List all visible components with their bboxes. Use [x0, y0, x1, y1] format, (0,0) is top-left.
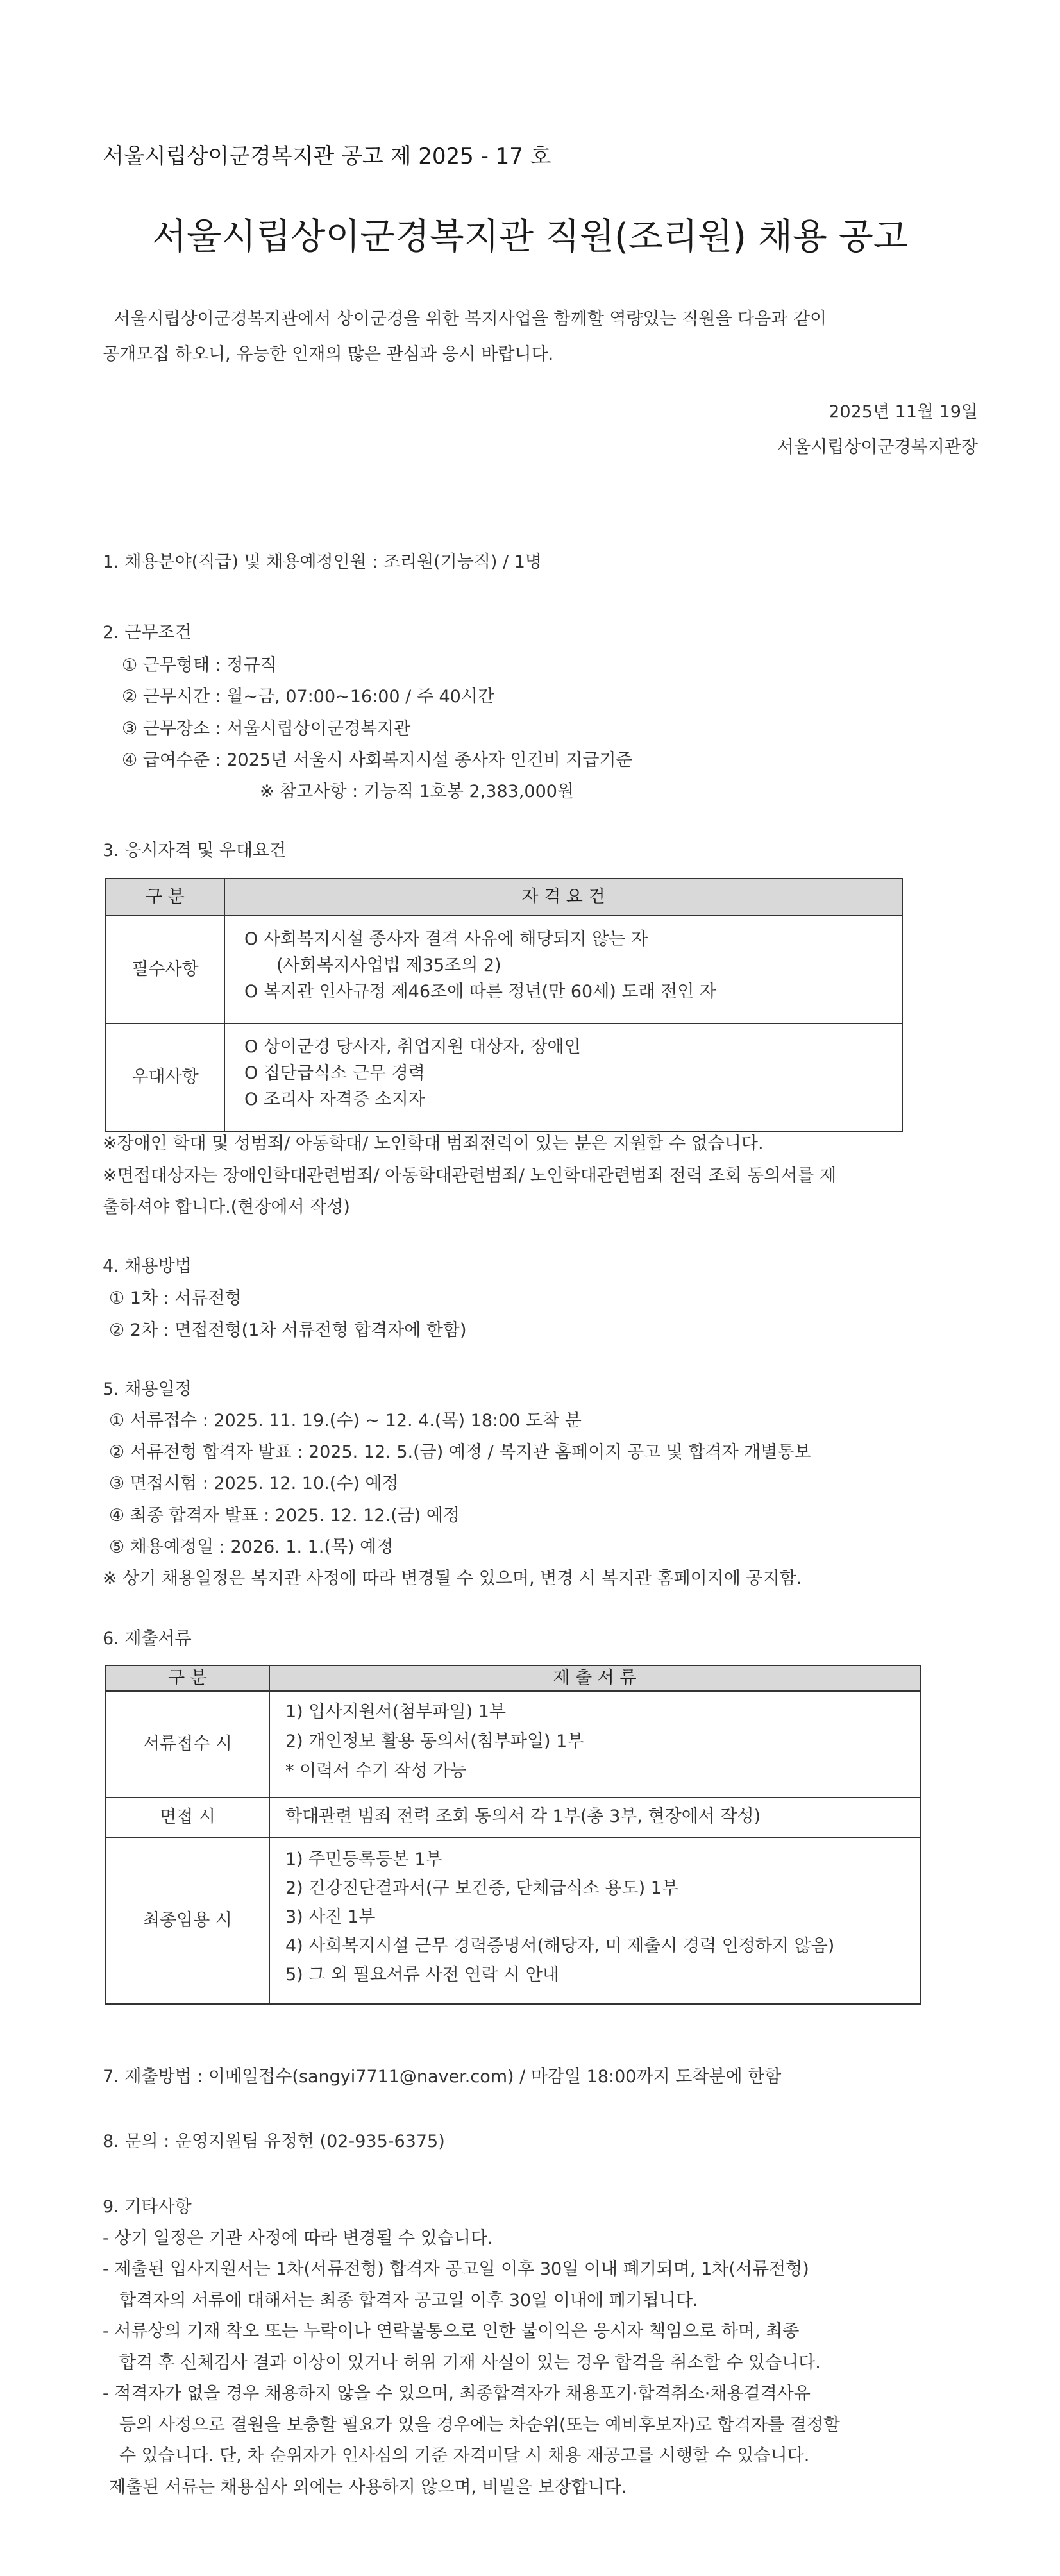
documents-row-cell	[269, 1797, 920, 1837]
section-7: 7. 제출방법 : 이메일접수(sangyi7711@naver.com) / 마감일 18:00까지 도착분에 한함	[103, 2067, 782, 2087]
documents-row-cell	[269, 1837, 920, 2004]
document-item: 2) 건강진단결과서(구 보건증, 단체급식소 용도) 1부	[285, 1878, 679, 1898]
documents-row-label: 최종임용 시	[106, 1837, 269, 2004]
section-2-note: ※ 참고사항 : 기능직 1호봉 2,383,000원	[260, 782, 575, 802]
section-3-note: ※장애인 학대 및 성범죄/ 아동학대/ 노인학대 범죄전력이 있는 분은 지원할 수 없습니다.	[103, 1134, 764, 1154]
document-item: 2) 개인정보 활용 동의서(첨부파일) 1부	[285, 1731, 584, 1751]
section-5-heading: 5. 채용일정	[103, 1379, 192, 1399]
documents-row-label: 서류접수 시	[106, 1691, 269, 1797]
section-2-item: ④ 급여수준 : 2025년 서울시 사회복지시설 종사자 인건비 지급기준	[122, 750, 633, 770]
schedule-item: ③ 면접시험 : 2025. 12. 10.(수) 예정	[109, 1474, 399, 1494]
section-5-note: ※ 상기 채용일정은 복지관 사정에 따라 변경될 수 있으며, 변경 시 복지관 홈페이지에 공지함.	[103, 1569, 802, 1588]
notice-number: 서울시립상이군경복지관 공고 제 2025 - 17 호	[103, 144, 551, 169]
document-item: 학대관련 범죄 전력 조회 동의서 각 1부(총 3부, 현장에서 작성)	[285, 1806, 761, 1826]
section-9-heading: 9. 기타사항	[103, 2197, 192, 2217]
misc-line: - 상기 일정은 기관 사정에 따라 변경될 수 있습니다.	[103, 2228, 493, 2248]
required-label: 필수사항	[106, 916, 224, 1023]
table-header-requirements: 자 격 요 건	[224, 879, 902, 916]
document-item: 1) 입사지원서(첨부파일) 1부	[285, 1702, 506, 1722]
misc-line: 합격자의 서류에 대해서는 최종 합격자 공고일 이후 30일 이내에 폐기됩니다.	[119, 2291, 698, 2311]
documents-table	[105, 1665, 921, 2005]
required-item: O 복지관 인사규정 제46조에 따른 정년(만 60세) 도래 전인 자	[244, 982, 716, 1002]
misc-line: 등의 사정으로 결원을 보충할 필요가 있을 경우에는 차순위(또는 예비후보자)로 합격자를 결정할	[119, 2415, 841, 2435]
qualification-table	[105, 878, 903, 1132]
preferred-item: O 조리사 자격증 소지자	[244, 1090, 425, 1109]
issuer: 서울시립상이군경복지관장	[777, 437, 978, 457]
document-item: 1) 주민등록등본 1부	[285, 1849, 442, 1869]
section-1: 1. 채용분야(직급) 및 채용예정인원 : 조리원(기능직) / 1명	[103, 552, 542, 572]
section-2-item: ① 근무형태 : 정규직	[122, 655, 277, 675]
table-header-documents: 제 출 서 류	[269, 1665, 920, 1691]
misc-line: 합격 후 신체검사 결과 이상이 있거나 허위 기재 사실이 있는 경우 합격을 취소할 수 있습니다.	[119, 2353, 821, 2373]
documents-row-label: 면접 시	[106, 1797, 269, 1837]
page-title: 서울시립상이군경복지관 직원(조리원) 채용 공고	[151, 216, 909, 258]
section-3-note: 출하셔야 합니다.(현장에서 작성)	[103, 1197, 350, 1217]
section-6-heading: 6. 제출서류	[103, 1629, 192, 1649]
section-2-item: ③ 근무장소 : 서울시립상이군경복지관	[122, 719, 411, 739]
misc-line: 제출된 서류는 채용심사 외에는 사용하지 않으며, 비밀을 보장합니다.	[109, 2477, 627, 2497]
section-4-item: ② 2차 : 면접전형(1차 서류전형 합격자에 한함)	[109, 1320, 467, 1340]
document-item: 3) 사진 1부	[285, 1907, 376, 1927]
required-cell	[224, 916, 902, 1023]
intro-line-2: 공개모집 하오니, 유능한 인재의 많은 관심과 응시 바랍니다.	[103, 344, 554, 364]
section-3-heading: 3. 응시자격 및 우대요건	[103, 841, 287, 861]
preferred-cell	[224, 1023, 902, 1131]
required-item: O 사회복지시설 종사자 결격 사유에 해당되지 않는 자	[244, 929, 648, 949]
table-header-category: 구 분	[106, 1665, 269, 1691]
required-item: (사회복지사업법 제35조의 2)	[276, 955, 501, 975]
intro-line-1: 서울시립상이군경복지관에서 상이군경을 위한 복지사업을 함께할 역량있는 직원을 다음과 같이	[114, 309, 827, 329]
preferred-item: O 상이군경 당사자, 취업지원 대상자, 장애인	[244, 1037, 581, 1057]
table-header-category: 구 분	[106, 879, 224, 916]
misc-line: 수 있습니다. 단, 차 순위자가 인사심의 기준 자격미달 시 채용 재공고를 시행할 수 있습니다.	[119, 2446, 810, 2466]
schedule-item: ② 서류전형 합격자 발표 : 2025. 12. 5.(금) 예정 / 복지관 홈페이지 공고 및 합격자 개별통보	[109, 1442, 811, 1462]
documents-row-cell	[269, 1691, 920, 1797]
section-8: 8. 문의 : 운영지원팀 유정현 (02-935-6375)	[103, 2132, 445, 2151]
notice-date: 2025년 11월 19일	[829, 402, 978, 422]
misc-line: - 제출된 입사지원서는 1차(서류전형) 합격자 공고일 이후 30일 이내 폐기되며, 1차(서류전형)	[103, 2259, 809, 2279]
schedule-item: ⑤ 채용예정일 : 2026. 1. 1.(목) 예정	[109, 1537, 394, 1557]
misc-line: - 서류상의 기재 착오 또는 누락이나 연락불통으로 인한 불이익은 응시자 책임으로 하며, 최종	[103, 2321, 800, 2341]
schedule-item: ④ 최종 합격자 발표 : 2025. 12. 12.(금) 예정	[109, 1506, 460, 1526]
document-item: * 이력서 수기 작성 가능	[285, 1761, 467, 1781]
schedule-item: ① 서류접수 : 2025. 11. 19.(수) ~ 12. 4.(목) 18:00 도착 분	[109, 1411, 582, 1431]
preferred-label: 우대사항	[106, 1023, 224, 1131]
document-item: 5) 그 외 필요서류 사전 연락 시 안내	[285, 1965, 559, 1985]
section-4-heading: 4. 채용방법	[103, 1256, 192, 1276]
document-item: 4) 사회복지시설 근무 경력증명서(해당자, 미 제출시 경력 인정하지 않음)	[285, 1936, 835, 1956]
preferred-item: O 집단급식소 근무 경력	[244, 1063, 425, 1083]
section-2-heading: 2. 근무조건	[103, 623, 192, 643]
section-3-note: ※면접대상자는 장애인학대관련범죄/ 아동학대관련범죄/ 노인학대관련범죄 전력 조회 동의서를 제	[103, 1166, 837, 1186]
section-4-item: ① 1차 : 서류전형	[109, 1288, 242, 1308]
section-2-item: ② 근무시간 : 월~금, 07:00~16:00 / 주 40시간	[122, 687, 495, 707]
misc-line: - 적격자가 없을 경우 채용하지 않을 수 있으며, 최종합격자가 채용포기·합격취소·채용결격사유	[103, 2384, 811, 2403]
